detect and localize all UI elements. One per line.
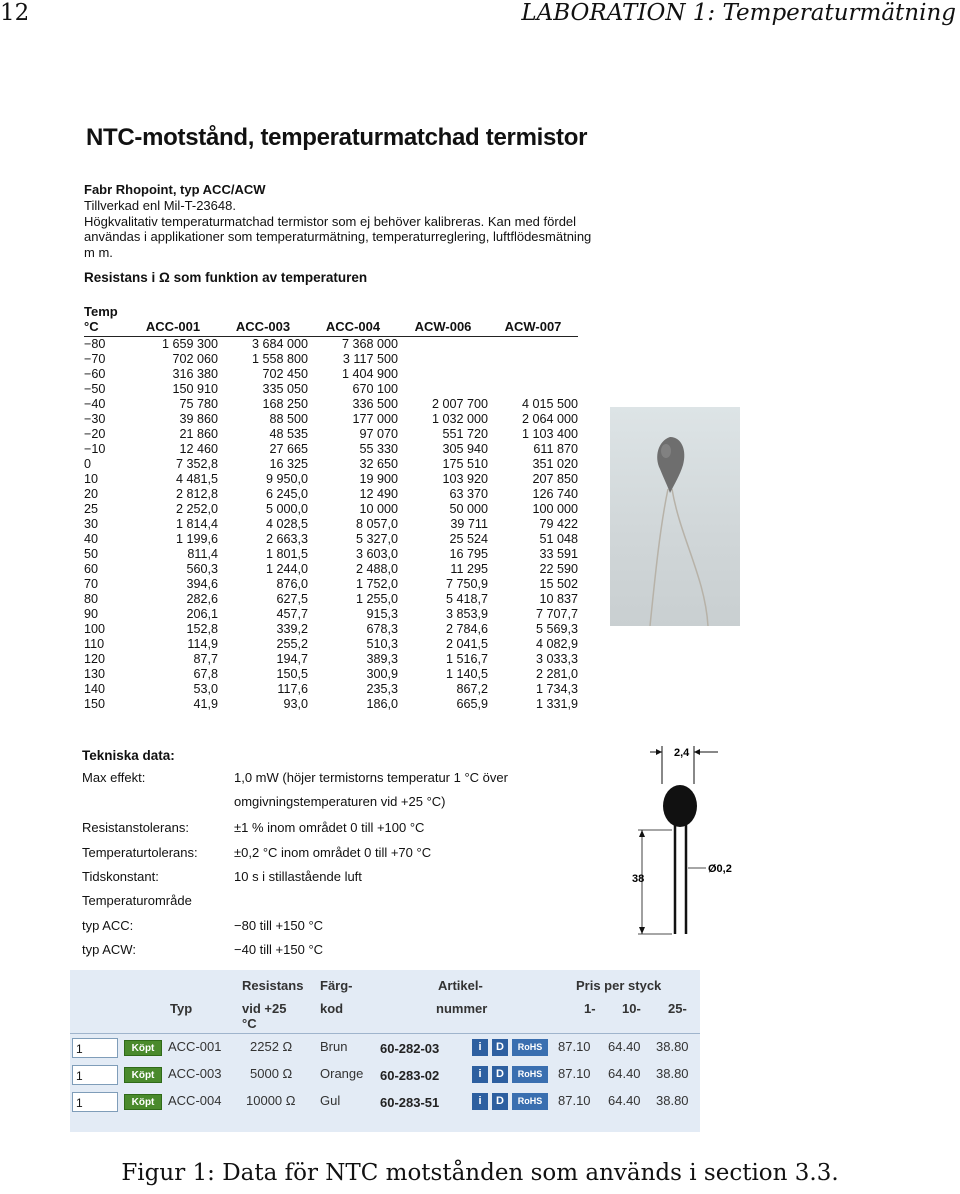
col-header: ACW-006 (398, 319, 488, 337)
tech-label: Max effekt: (82, 770, 146, 785)
resistance-cell: 168 250 (262, 397, 308, 411)
tech-value: 10 s i stillastående luft (234, 869, 362, 884)
resistance-cell: 177 000 (352, 412, 398, 426)
dimension-drawing (622, 744, 742, 944)
info-icon[interactable]: i (472, 1066, 488, 1083)
resistance-cell: 12 490 (359, 487, 398, 501)
resistance-row (84, 547, 578, 562)
order-color: Brun (320, 1039, 348, 1054)
resistance-cell: 3 117 500 (342, 352, 398, 366)
resistance-row (84, 412, 578, 427)
tech-label: Tidskonstant: (82, 869, 159, 884)
resistance-cell: 1 659 300 (161, 337, 218, 351)
resistance-cell: 1 103 400 (521, 427, 578, 441)
resistance-row (84, 637, 578, 652)
article-link[interactable]: 60-282-03 (380, 1041, 440, 1056)
price-1: 87.10 (558, 1093, 591, 1108)
temperature-cell: 0 (84, 457, 92, 471)
resistance-cell: 2 281,0 (535, 667, 578, 681)
resistance-cell (398, 367, 488, 382)
tech-value: −40 till +150 °C (234, 942, 324, 957)
tech-value: 1,0 mW (höjer termistorns temperatur 1 °C över (234, 770, 508, 785)
resistance-row (84, 607, 578, 622)
resistance-row (84, 442, 578, 457)
temperature-cell: −80 (84, 337, 106, 351)
tech-value: ±0,2 °C inom området 0 till +70 °C (234, 845, 432, 860)
shop-header-farg: Färg- (320, 978, 353, 993)
resistance-cell: 150 910 (172, 382, 218, 396)
resistance-cell: 305 940 (442, 442, 488, 456)
resistance-cell: 560,3 (186, 562, 218, 576)
resistance-cell: 206,1 (186, 607, 218, 621)
resistance-cell: 51 048 (539, 532, 578, 546)
resistance-cell: 93,0 (283, 697, 308, 711)
temperature-cell: 90 (84, 607, 99, 621)
temperature-cell: 60 (84, 562, 99, 576)
temperature-cell: −60 (84, 367, 106, 381)
tech-value: ±1 % inom området 0 till +100 °C (234, 820, 425, 835)
order-color: Orange (320, 1066, 364, 1081)
resistance-cell: 1 199,6 (175, 532, 218, 546)
resistance-cell: 9 950,0 (265, 472, 308, 486)
resistance-cell: 915,3 (366, 607, 398, 621)
resistance-cell: 4 028,5 (265, 517, 308, 531)
resistance-cell: 6 245,0 (265, 487, 308, 501)
price-25: 38.80 (656, 1039, 689, 1054)
temperature-cell: −50 (84, 382, 106, 396)
resistance-cell: 5 000,0 (265, 502, 308, 516)
col-header: ACC-004 (308, 319, 398, 337)
resistance-table-body (84, 337, 578, 713)
tech-label: Temperaturtolerans: (82, 845, 198, 860)
resistance-cell: 1 244,0 (265, 562, 308, 576)
article-link[interactable]: 60-283-51 (380, 1095, 440, 1110)
resistance-cell (398, 382, 488, 397)
shop-header-farg-2: kod (320, 1001, 344, 1016)
resistance-cell: 2 812,8 (175, 487, 218, 501)
order-type: ACC-003 (168, 1066, 222, 1081)
order-row (70, 1038, 700, 1062)
resistance-cell: 41,9 (193, 697, 218, 711)
dim-wire-label: Ø0,2 (708, 863, 732, 875)
resistance-cell: 2 064 000 (521, 412, 578, 426)
article-link[interactable]: 60-283-02 (380, 1068, 440, 1083)
resistance-cell: 10 000 (359, 502, 398, 516)
temperature-cell: 110 (84, 637, 105, 651)
resistance-cell: 4 481,5 (175, 472, 218, 486)
price-1: 87.10 (558, 1066, 591, 1081)
order-resistance: 10000 Ω (246, 1093, 296, 1108)
shop-header-resistans-3: °C (242, 1016, 257, 1031)
resistance-cell: 8 057,0 (355, 517, 398, 531)
resistance-row (84, 697, 578, 712)
resistance-cell: 5 569,3 (535, 622, 578, 636)
temperature-cell: 30 (84, 517, 99, 531)
temperature-cell: −30 (84, 412, 106, 426)
quantity-input[interactable]: 1 (72, 1038, 118, 1058)
temperature-cell: 150 (84, 697, 106, 711)
resistance-row (84, 427, 578, 442)
tech-heading: Tekniska data: (82, 748, 175, 763)
resistance-cell: 207 850 (532, 472, 578, 486)
resistance-cell: 867,2 (456, 682, 488, 696)
tech-label: typ ACC: (82, 918, 134, 933)
resistance-cell: 39 711 (450, 517, 488, 531)
col-header: ACC-003 (218, 319, 308, 337)
resistance-cell: 63 370 (449, 487, 488, 501)
description-line: Tillverkad enl Mil-T-23648. (84, 198, 236, 213)
datasheet-icon[interactable]: D (492, 1066, 508, 1083)
price-10: 64.40 (608, 1039, 641, 1054)
col-header: ACW-007 (488, 319, 578, 337)
description-line: m m. (84, 244, 113, 260)
resistance-cell: 67,8 (193, 667, 218, 681)
resistance-cell: 1 032 000 (431, 412, 488, 426)
resistance-cell: 2 041,5 (445, 637, 488, 651)
order-type: ACC-004 (168, 1093, 222, 1108)
buy-button[interactable]: Köpt (124, 1094, 162, 1110)
description (84, 198, 704, 260)
resistance-cell: 702 450 (262, 367, 308, 381)
temperature-cell: −20 (84, 427, 106, 441)
temperature-cell: 25 (84, 502, 99, 516)
resistance-cell: 665,9 (456, 697, 488, 711)
resistance-cell: 186,0 (366, 697, 398, 711)
resistance-row (84, 622, 578, 637)
resistance-cell: 15 502 (539, 577, 578, 591)
order-resistance: 5000 Ω (250, 1066, 293, 1081)
resistance-cell: 100 000 (532, 502, 578, 516)
shop-header-resistans-2: vid +25 (242, 1001, 287, 1016)
resistance-cell: 27 665 (269, 442, 308, 456)
resistance-cell: 88 500 (269, 412, 308, 426)
resistance-row (84, 532, 578, 547)
price-25: 38.80 (656, 1093, 689, 1108)
temperature-cell: 40 (84, 532, 99, 546)
resistance-cell: 10 837 (539, 592, 578, 606)
resistance-cell: 126 740 (532, 487, 578, 501)
resistance-cell: 11 295 (450, 562, 488, 576)
thermistor-photo-graphic (610, 407, 740, 626)
thermistor-photo (610, 407, 740, 626)
temperature-cell: 120 (84, 652, 106, 666)
resistance-cell: 7 750,9 (445, 577, 488, 591)
resistance-cell: 3 033,3 (535, 652, 578, 666)
resistance-row (84, 397, 578, 412)
page-number: 12 (0, 0, 30, 26)
resistance-row (84, 457, 578, 472)
resistance-cell (488, 382, 578, 397)
resistance-cell: 103 920 (442, 472, 488, 486)
dim-width-label: 2,4 (674, 747, 690, 759)
price-25: 38.80 (656, 1066, 689, 1081)
order-color: Gul (320, 1093, 341, 1108)
resistance-cell: 25 524 (449, 532, 488, 546)
resistance-row (84, 652, 578, 667)
resistance-cell: 39 860 (179, 412, 218, 426)
order-row (70, 1065, 700, 1089)
quantity-input[interactable]: 1 (72, 1065, 118, 1085)
shop-header-artikel: Artikel- (438, 978, 483, 993)
rohs-badge[interactable]: RoHS (512, 1039, 548, 1056)
resistance-cell: 1 516,7 (445, 652, 488, 666)
info-icon[interactable]: i (472, 1093, 488, 1110)
shop-header-p1: 1- (584, 1001, 596, 1016)
resistance-cell: 2 784,6 (445, 622, 488, 636)
resistance-cell: 235,3 (366, 682, 398, 696)
resistance-cell: 2 488,0 (355, 562, 398, 576)
order-table (70, 970, 700, 1132)
temperature-cell: −40 (84, 397, 106, 411)
resistance-cell: 2 252,0 (175, 502, 218, 516)
resistance-cell: 175 510 (442, 457, 488, 471)
resistance-cell: 551 720 (442, 427, 488, 441)
shop-header-resistans: Resistans (242, 978, 304, 993)
datasheet-icon[interactable]: D (492, 1039, 508, 1056)
resistance-cell: 1 255,0 (355, 592, 398, 606)
resistance-cell: 1 331,9 (535, 697, 578, 711)
resistance-cell: 3 684 000 (251, 337, 308, 351)
temperature-cell: 70 (84, 577, 99, 591)
resistance-row (84, 592, 578, 607)
resistance-row (84, 667, 578, 682)
col-header-temp: Temp (84, 304, 118, 319)
temperature-cell: −70 (84, 352, 106, 366)
resistance-cell: 351 020 (532, 457, 578, 471)
resistance-cell: 2 007 700 (431, 397, 488, 411)
temperature-cell: 130 (84, 667, 106, 681)
price-10: 64.40 (608, 1093, 641, 1108)
resistance-row (84, 367, 578, 382)
resistance-cell: 4 082,9 (535, 637, 578, 651)
resistance-heading: Resistans i Ω som funktion av temperaturen (84, 270, 368, 285)
description-line: användas i applikationer som temperaturmätning, temperaturreglering, luftflödesmätning (84, 229, 592, 244)
datasheet-icon[interactable]: D (492, 1093, 508, 1110)
resistance-cell: 16 795 (449, 547, 488, 561)
resistance-cell: 389,3 (366, 652, 398, 666)
manufacturer-line: Fabr Rhopoint, typ ACC/ACW (84, 182, 266, 197)
resistance-cell: 12 460 (179, 442, 218, 456)
resistance-cell: 1 404 900 (341, 367, 398, 381)
resistance-cell: 7 352,8 (175, 457, 218, 471)
resistance-cell: 4 015 500 (521, 397, 578, 411)
resistance-row (84, 382, 578, 397)
resistance-cell: 5 327,0 (355, 532, 398, 546)
resistance-cell: 394,6 (186, 577, 218, 591)
resistance-cell: 97 070 (359, 427, 398, 441)
resistance-cell: 702 060 (172, 352, 218, 366)
quantity-input[interactable]: 1 (72, 1092, 118, 1112)
resistance-cell: 255,2 (276, 637, 308, 651)
resistance-cell: 114,9 (187, 637, 218, 651)
resistance-cell: 22 590 (539, 562, 578, 576)
resistance-cell: 457,7 (276, 607, 308, 621)
resistance-cell: 670 100 (352, 382, 398, 396)
order-type: ACC-001 (168, 1039, 222, 1054)
resistance-cell: 1 814,4 (175, 517, 218, 531)
temperature-cell: 50 (84, 547, 99, 561)
col-header: ACC-001 (128, 319, 218, 337)
resistance-cell: 194,7 (276, 652, 308, 666)
resistance-cell: 50 000 (449, 502, 488, 516)
resistance-row (84, 562, 578, 577)
running-header: LABORATION 1: Temperaturmätning (521, 0, 956, 26)
resistance-row (84, 517, 578, 532)
resistance-cell: 16 325 (269, 457, 308, 471)
price-10: 64.40 (608, 1066, 641, 1081)
temperature-cell: 10 (84, 472, 99, 486)
resistance-cell: 3 603,0 (355, 547, 398, 561)
resistance-cell: 33 591 (539, 547, 578, 561)
resistance-cell: 1 734,3 (535, 682, 578, 696)
resistance-row (84, 577, 578, 592)
tech-value: −80 till +150 °C (234, 918, 324, 933)
rohs-badge[interactable]: RoHS (512, 1093, 548, 1110)
resistance-cell: 79 422 (539, 517, 578, 531)
resistance-cell: 7 368 000 (341, 337, 398, 351)
resistance-cell: 339,2 (276, 622, 308, 636)
shop-header-p25: 25- (668, 1001, 687, 1016)
tech-label: Temperaturområde (82, 893, 192, 908)
price-1: 87.10 (558, 1039, 591, 1054)
resistance-cell: 117,6 (277, 682, 308, 696)
tech-label: typ ACW: (82, 942, 136, 957)
resistance-row (84, 682, 578, 697)
shop-header-pris: Pris per styck (576, 978, 662, 993)
shop-header-artikel-2: nummer (436, 1001, 488, 1016)
resistance-cell: 876,0 (276, 577, 308, 591)
resistance-cell: 7 707,7 (535, 607, 578, 621)
resistance-cell: 811,4 (187, 547, 218, 561)
col-header-unit: °C (84, 319, 128, 337)
resistance-cell (488, 352, 578, 367)
resistance-cell: 1 801,5 (265, 547, 308, 561)
info-icon[interactable]: i (472, 1039, 488, 1056)
resistance-cell: 1 558 800 (251, 352, 308, 366)
resistance-cell: 5 418,7 (445, 592, 488, 606)
resistance-cell (398, 337, 488, 353)
shop-header-p10: 10- (622, 1001, 641, 1016)
rohs-badge[interactable]: RoHS (512, 1066, 548, 1083)
description-line: Högkvalitativ temperaturmatchad termistor som ej behöver kalibreras. Kan med fördel (84, 213, 577, 229)
buy-button[interactable]: Köpt (124, 1040, 162, 1056)
resistance-cell: 53,0 (193, 682, 218, 696)
tech-label: Resistanstolerans: (82, 820, 189, 835)
resistance-cell (488, 367, 578, 382)
resistance-row (84, 502, 578, 517)
resistance-cell: 3 853,9 (445, 607, 488, 621)
shop-header-typ: Typ (170, 1001, 193, 1016)
resistance-cell: 152,8 (186, 622, 218, 636)
resistance-cell: 21 860 (179, 427, 218, 441)
temperature-cell: 80 (84, 592, 99, 606)
resistance-cell: 510,3 (366, 637, 398, 651)
buy-button[interactable]: Köpt (124, 1067, 162, 1083)
resistance-cell: 611 870 (533, 442, 578, 456)
shop-divider (70, 1033, 700, 1034)
resistance-cell: 55 330 (359, 442, 398, 456)
dim-length-label: 38 (632, 873, 645, 885)
resistance-row (84, 352, 578, 367)
resistance-cell: 2 663,3 (265, 532, 308, 546)
resistance-cell: 335 050 (262, 382, 308, 396)
resistance-cell: 336 500 (352, 397, 398, 411)
figure-caption: Figur 1: Data för NTC motstånden som används i section 3.3. (121, 1160, 839, 1186)
resistance-cell: 282,6 (186, 592, 218, 606)
resistance-cell (488, 337, 578, 353)
resistance-cell (398, 352, 488, 367)
order-row (70, 1092, 700, 1116)
resistance-cell: 1 140,5 (445, 667, 488, 681)
resistance-cell: 300,9 (366, 667, 398, 681)
tech-value: omgivningstemperaturen vid +25 °C) (234, 794, 446, 809)
resistance-table (84, 304, 578, 712)
resistance-cell: 48 535 (269, 427, 308, 441)
resistance-row (84, 337, 578, 353)
resistance-row (84, 487, 578, 502)
resistance-cell: 150,5 (276, 667, 308, 681)
temperature-cell: 100 (84, 622, 106, 636)
resistance-row (84, 472, 578, 487)
resistance-cell: 316 380 (172, 367, 218, 381)
resistance-cell: 1 752,0 (355, 577, 398, 591)
resistance-cell: 32 650 (359, 457, 398, 471)
resistance-cell: 75 780 (179, 397, 218, 411)
temperature-cell: 20 (84, 487, 99, 501)
resistance-cell: 19 900 (359, 472, 398, 486)
temperature-cell: 140 (84, 682, 106, 696)
resistance-cell: 627,5 (276, 592, 308, 606)
resistance-cell: 678,3 (366, 622, 398, 636)
resistance-cell: 87,7 (193, 652, 218, 666)
document-title: NTC-motstånd, temperaturmatchad termistor (86, 124, 588, 151)
order-resistance: 2252 Ω (250, 1039, 293, 1054)
temperature-cell: −10 (84, 442, 106, 456)
